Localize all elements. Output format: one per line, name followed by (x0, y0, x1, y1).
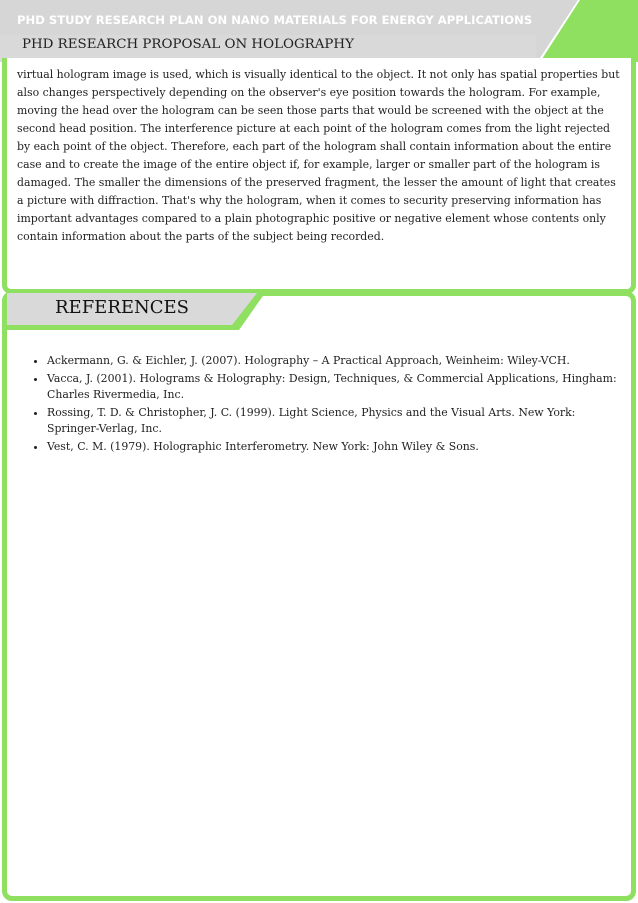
references-heading: REFERENCES (55, 297, 190, 318)
references-list (29, 353, 627, 456)
reference-item: • Vacca, J. (2001). Holograms & Holography: Design, Techniques, & Commercial Applications, Hingham: Charles Rivermedia, Inc. (47, 371, 627, 404)
reference-item: • Rossing, T. D. & Christopher, J. C. (1999). Light Science, Physics and the Visual Arts. New York: Springer-Verlag, Inc. (47, 405, 627, 438)
reference-item: • Ackermann, G. & Eichler, J. (2007). Holography – A Practical Approach, Weinheim: Wiley-VCH. (47, 353, 627, 369)
body-paragraph: virtual hologram image is used, which is visually identical to the object. It not only has spatial properties but also changes perspectively depending on the observer's eye position towards the hologram. For example, moving the head over the hologram can be seen those parts that would be screened with the object at the second head position. The interference picture at each point of the hologram comes from the light rejected by each point of the object. Therefore, each part of the hologram shall contain information about the entire case and to create the image of the entire object if, for example, larger or smaller part of the hologram is damaged. The smaller the dimensions of the preserved fragment, the lesser the amount of light that creates a picture with diffraction. That's why the hologram, when it comes to security preserving information has important advantages compared to a plain photographic positive or negative element whose contents only contain information about the parts of the subject being recorded. (17, 68, 620, 243)
page-title: PHD RESEARCH PROPOSAL ON HOLOGRAPHY (22, 37, 354, 52)
header-band-shapes (0, 0, 638, 62)
header-title: PHD STUDY RESEARCH PLAN ON NANO MATERIALS FOR ENERGY APPLICATIONS (17, 13, 533, 27)
header-band (0, 0, 638, 62)
reference-item: • Vest, C. M. (1979). Holographic Interferometry. New York: John Wiley & Sons. (47, 439, 627, 455)
